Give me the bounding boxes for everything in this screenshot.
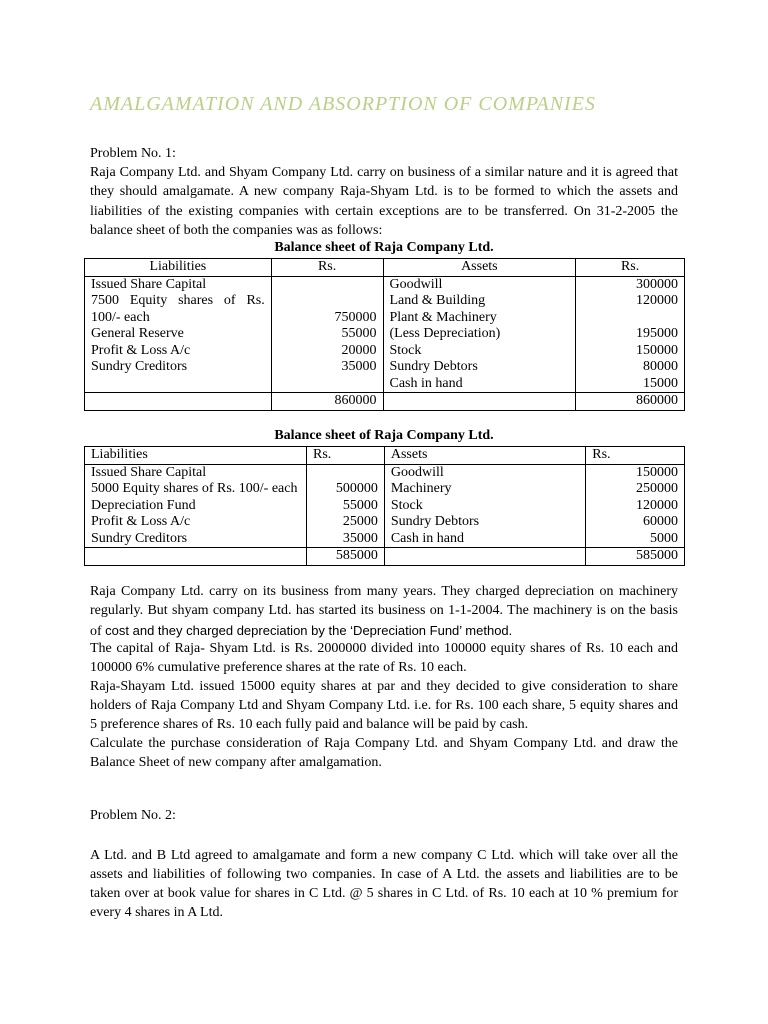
assets-cell bbox=[384, 464, 585, 548]
asset-total: 585000 bbox=[586, 548, 685, 566]
asset-total: 860000 bbox=[576, 393, 685, 411]
asset-line: Cash in hand bbox=[390, 530, 464, 546]
liability-total: 860000 bbox=[271, 393, 383, 411]
asset-amount: 60000 bbox=[643, 514, 678, 529]
liability-line: 100/- each bbox=[91, 309, 150, 325]
liability-line: Profit & Loss A/c bbox=[91, 514, 191, 529]
asset-amount: 80000 bbox=[643, 359, 678, 374]
liability-amount: 55000 bbox=[342, 497, 378, 513]
liability-line: 5000 Equity shares of Rs. 100/- each bbox=[91, 481, 298, 496]
liability-amount bbox=[278, 293, 377, 310]
liability-amounts-cell bbox=[271, 276, 383, 393]
paragraph-business-history-text: Raja Company Ltd. carry on its business from many years. They charged depreciation on machinery regularly. But shyam company Ltd. has started its business on 1-1-2004. The machinery is on the basis of bbox=[90, 584, 678, 639]
asset-amount bbox=[582, 310, 678, 327]
header-rs: Rs. bbox=[306, 447, 384, 465]
liability-amount: 750000 bbox=[334, 309, 377, 325]
liability-line: Profit & Loss A/c bbox=[91, 342, 191, 358]
liabilities-cell bbox=[85, 464, 307, 548]
liability-line: General Reserve bbox=[91, 326, 184, 341]
liability-line: Sundry Creditors bbox=[91, 530, 188, 546]
balance-sheet-table-1 bbox=[84, 258, 685, 411]
problem-1-heading: Problem No. 1: bbox=[90, 146, 176, 161]
asset-line: Machinery bbox=[390, 481, 452, 496]
liability-amount: 25000 bbox=[342, 514, 378, 529]
table-2-body-row bbox=[85, 464, 685, 548]
problem-2-text: A Ltd. and B Ltd agreed to amalgamate and form a new company C Ltd. which will take over all the assets and liabilities of following two companies. In case of A Ltd. the assets and liabilities are to be taken over at book value for shares in C Ltd. @ 5 shares in C Ltd. of Rs. 10 each at 10 % premium for every 4 shares in A Ltd. bbox=[90, 848, 678, 920]
table-1-header-row bbox=[85, 259, 685, 277]
asset-amount: 120000 bbox=[636, 293, 678, 308]
header-rs: Rs. bbox=[576, 259, 685, 277]
paragraph-task: Calculate the purchase consideration of Raja Company Ltd. and Shyam Company Ltd. and draw the Balance Sheet of new company after amalgamation. bbox=[90, 736, 678, 770]
header-assets: Assets bbox=[384, 447, 585, 465]
asset-line: Sundry Debtors bbox=[390, 514, 480, 529]
balance-sheet-table-2 bbox=[84, 446, 685, 566]
table-2-caption: Balance sheet of Raja Company Ltd. bbox=[274, 428, 494, 443]
table-2-total-row bbox=[85, 548, 685, 566]
asset-line: Stock bbox=[389, 342, 422, 358]
asset-line: Sundry Debtors bbox=[389, 359, 478, 374]
asset-line: Stock bbox=[390, 497, 423, 513]
table-1-caption: Balance sheet of Raja Company Ltd. bbox=[274, 240, 494, 255]
table-2-header-row bbox=[85, 447, 685, 465]
liability-amount bbox=[313, 465, 378, 482]
liability-total: 585000 bbox=[306, 548, 384, 566]
liability-amount: 35000 bbox=[341, 359, 377, 374]
paragraph-share-issue: Raja-Shayam Ltd. issued 15000 equity shares at par and they decided to give consideration to share holders of Raja Company Ltd and Shyam Company Ltd. i.e. for Rs. 100 each share, 5 equity shares and 5 preference shares of Rs. 10 each fully paid and balance will be paid by cash. bbox=[90, 679, 678, 732]
liabilities-cell bbox=[85, 276, 272, 393]
asset-amount: 150000 bbox=[636, 464, 678, 480]
asset-line: Cash in hand bbox=[389, 375, 463, 391]
liability-line: Issued Share Capital bbox=[91, 464, 207, 480]
liability-amount: 500000 bbox=[335, 481, 378, 496]
asset-line: Land & Building bbox=[389, 293, 486, 308]
liability-line: 7500 Equity shares of Rs. bbox=[91, 293, 265, 308]
asset-amount: 300000 bbox=[636, 276, 678, 292]
asset-amount: 195000 bbox=[636, 326, 678, 341]
asset-amounts-cell bbox=[576, 276, 685, 393]
liability-amounts-cell bbox=[306, 464, 384, 548]
paragraph-business-history-tail: cost and they charged depreciation by the ‘Depreciation Fund’ method. bbox=[105, 622, 513, 638]
asset-line: Plant & Machinery bbox=[389, 309, 497, 325]
asset-amount: 120000 bbox=[636, 497, 678, 513]
asset-line: (Less Depreciation) bbox=[389, 326, 501, 341]
problem-1-intro: Raja Company Ltd. and Shyam Company Ltd. carry on business of a similar nature and it is agreed that they should amalgamate. A new company Raja-Shyam Ltd. is to be formed to which the assets and liabilities of the existing companies with certain exceptions are to be transferred. On 31-2-2005 the balance sheet of both the companies was as follows: bbox=[90, 165, 678, 238]
header-liabilities: Liabilities bbox=[85, 259, 272, 277]
asset-amount: 150000 bbox=[636, 342, 678, 358]
header-liabilities: Liabilities bbox=[85, 447, 307, 465]
asset-amount: 250000 bbox=[636, 481, 678, 496]
document-title: AMALGAMATION AND ABSORPTION OF COMPANIES bbox=[90, 93, 596, 115]
assets-cell bbox=[383, 276, 576, 393]
liability-amount bbox=[278, 277, 377, 294]
liability-amount: 55000 bbox=[341, 326, 377, 341]
liability-line: Depreciation Fund bbox=[91, 497, 196, 513]
asset-amounts-cell bbox=[586, 464, 685, 548]
asset-amount: 15000 bbox=[643, 375, 678, 391]
asset-line: Goodwill bbox=[390, 464, 444, 480]
header-rs: Rs. bbox=[271, 259, 383, 277]
table-1-body-row bbox=[85, 276, 685, 393]
paragraph-business-history bbox=[90, 582, 678, 641]
liability-amount: 35000 bbox=[342, 530, 378, 546]
header-rs: Rs. bbox=[586, 447, 685, 465]
asset-amount: 5000 bbox=[650, 530, 678, 546]
problem-2-heading: Problem No. 2: bbox=[90, 808, 176, 823]
liability-amount: 20000 bbox=[341, 342, 377, 358]
liability-line: Sundry Creditors bbox=[91, 359, 188, 374]
paragraph-capital: The capital of Raja- Shyam Ltd. is Rs. 2000000 divided into 100000 equity shares of Rs. 10 each and 100000 6% cumulative preference shares at the rate of Rs. 10 each. bbox=[90, 641, 678, 675]
header-assets: Assets bbox=[383, 259, 576, 277]
asset-line: Goodwill bbox=[389, 276, 443, 292]
liability-line: Issued Share Capital bbox=[91, 276, 207, 292]
table-1-total-row bbox=[85, 393, 685, 411]
